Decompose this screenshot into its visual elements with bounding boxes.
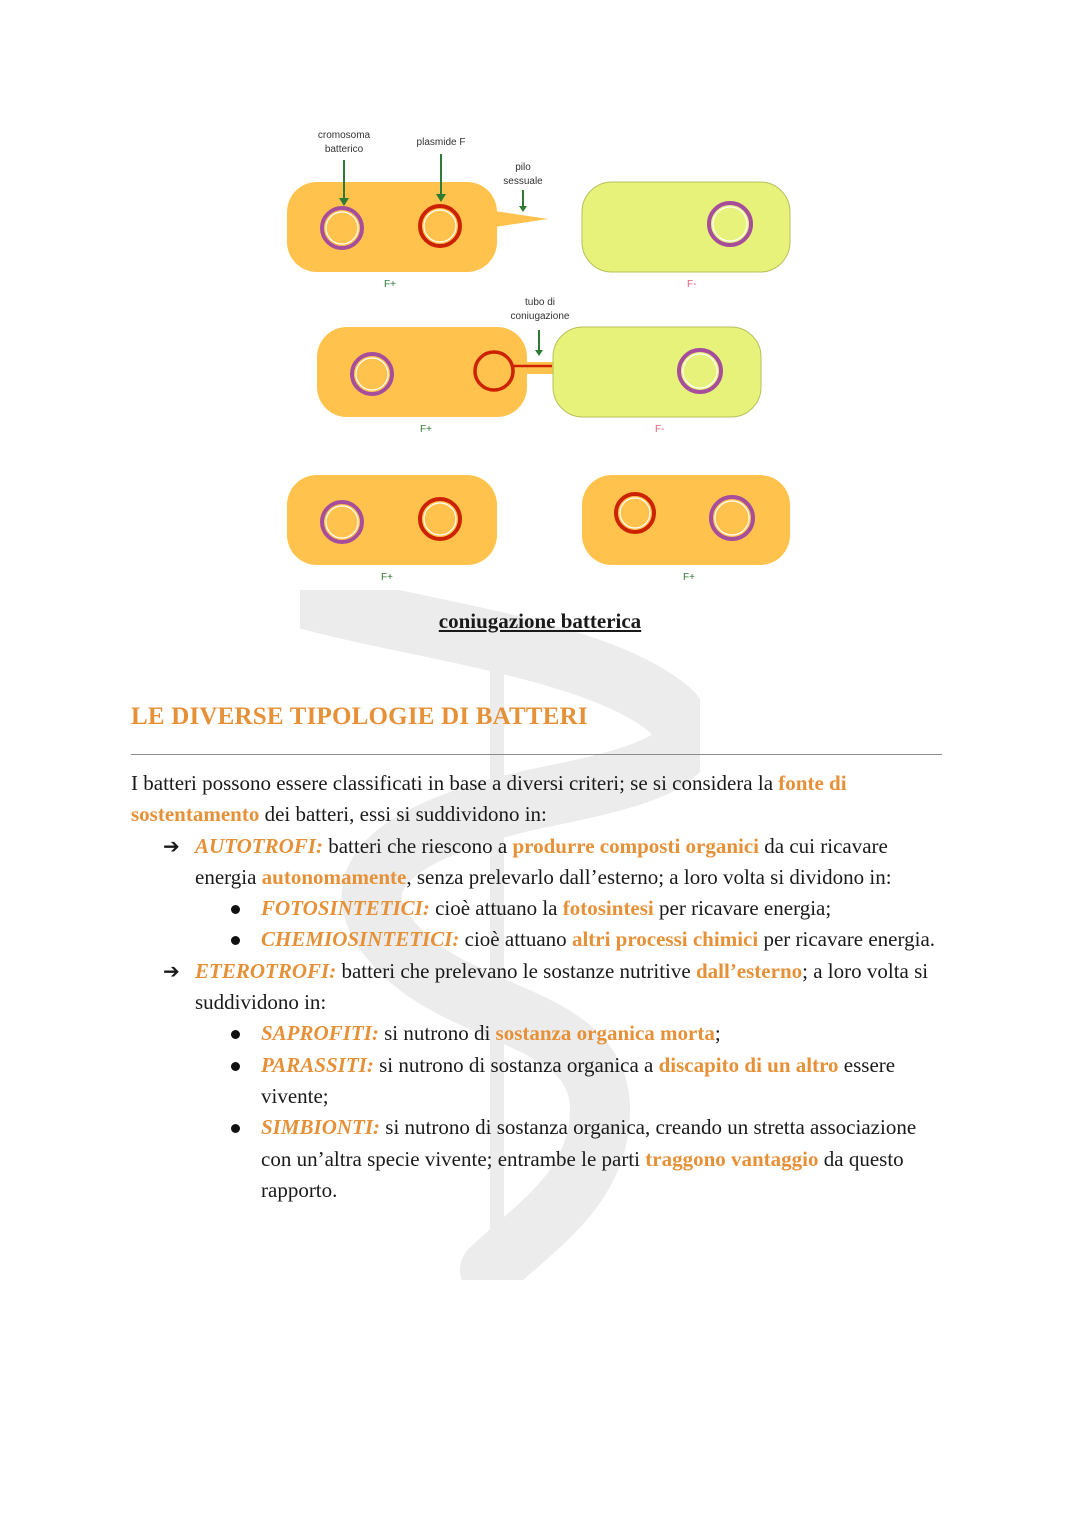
bullet-dot-icon [231,905,240,914]
label-cromosoma: cromosoma [317,130,371,141]
list-item-eterotrofi: ➔ ETEROTROFI: batteri che prelevano le sostanze nutritive dall’esterno; a loro volta si suddividono in: [131,956,951,1019]
sex-pilus [495,211,548,227]
arrow-bullet-icon: ➔ [163,833,180,858]
tag-row1-right: F- [687,279,697,290]
label-tubo-di: tubo di [524,297,556,308]
list-item: SIMBIONTI: si nutrono di sostanza organica, creando un stretta associazione con un’altra specie vivente; entrambe le parti traggono vantaggio da questo rapporto. [131,1112,951,1206]
tag-row2-right: F- [655,424,665,435]
recipient-cell-row2 [553,327,761,417]
diagram-caption: coniugazione batterica [438,609,642,633]
list-item-autotrofi: ➔ AUTOTROFI: batteri che riescono a produrre composti organici da cui ricavare energia autonomamente, senza prelevarlo dall’esterno; a loro volta si dividono in: [131,831,951,894]
new-donor-cell-row3 [582,475,790,565]
tag-row3-left: F+ [381,572,393,583]
list-item: FOTOSINTETICI: cioè attuano la fotosintesi per ricavare energia; [131,893,951,924]
donor-cell-row2 [317,327,527,417]
tag-row2-left: F+ [420,424,432,435]
label-batterico: batterico [324,144,364,155]
content-body [131,768,951,1206]
conjugation-diagram [0,0,1080,600]
label-coniugazione: coniugazione [510,311,570,322]
label-plasmide: plasmide F [416,137,466,148]
term-eterotrofi: ETEROTROFI: [195,958,337,983]
arrow-bullet-icon: ➔ [163,958,180,983]
label-pilo: pilo [515,162,531,173]
list-item: CHEMIOSINTETICI: cioè attuano altri processi chimici per ricavare energia. [131,924,951,955]
donor-cell-row3 [287,475,497,565]
bullet-dot-icon [231,1124,240,1133]
section-heading: LE DIVERSE TIPOLOGIE DI BATTERI [131,703,588,730]
tag-row3-right: F+ [683,572,695,583]
recipient-cell-row1 [582,182,790,272]
bullet-dot-icon [231,936,240,945]
heading-divider [131,754,942,755]
autotrofi-sublist [131,893,951,956]
list-item: SAPROFITI: si nutrono di sostanza organica morta; [131,1018,951,1049]
eterotrofi-sublist [131,1018,951,1206]
term-autotrofi: AUTOTROFI: [195,833,323,858]
donor-cell-row1 [287,182,497,272]
label-sessuale: sessuale [503,176,543,187]
bullet-dot-icon [231,1030,240,1039]
bullet-dot-icon [231,1062,240,1071]
intro-paragraph: I batteri possono essere classificati in base a diversi criteri; se si considera la fonte di sostentamento dei batteri, essi si suddividono in: [131,771,847,827]
list-item: PARASSITI: si nutrono di sostanza organica a discapito di un altro essere vivente; [131,1050,951,1113]
highlight-fonte: fonte di sostentamento [131,771,847,827]
tag-row1-left: F+ [384,279,396,290]
